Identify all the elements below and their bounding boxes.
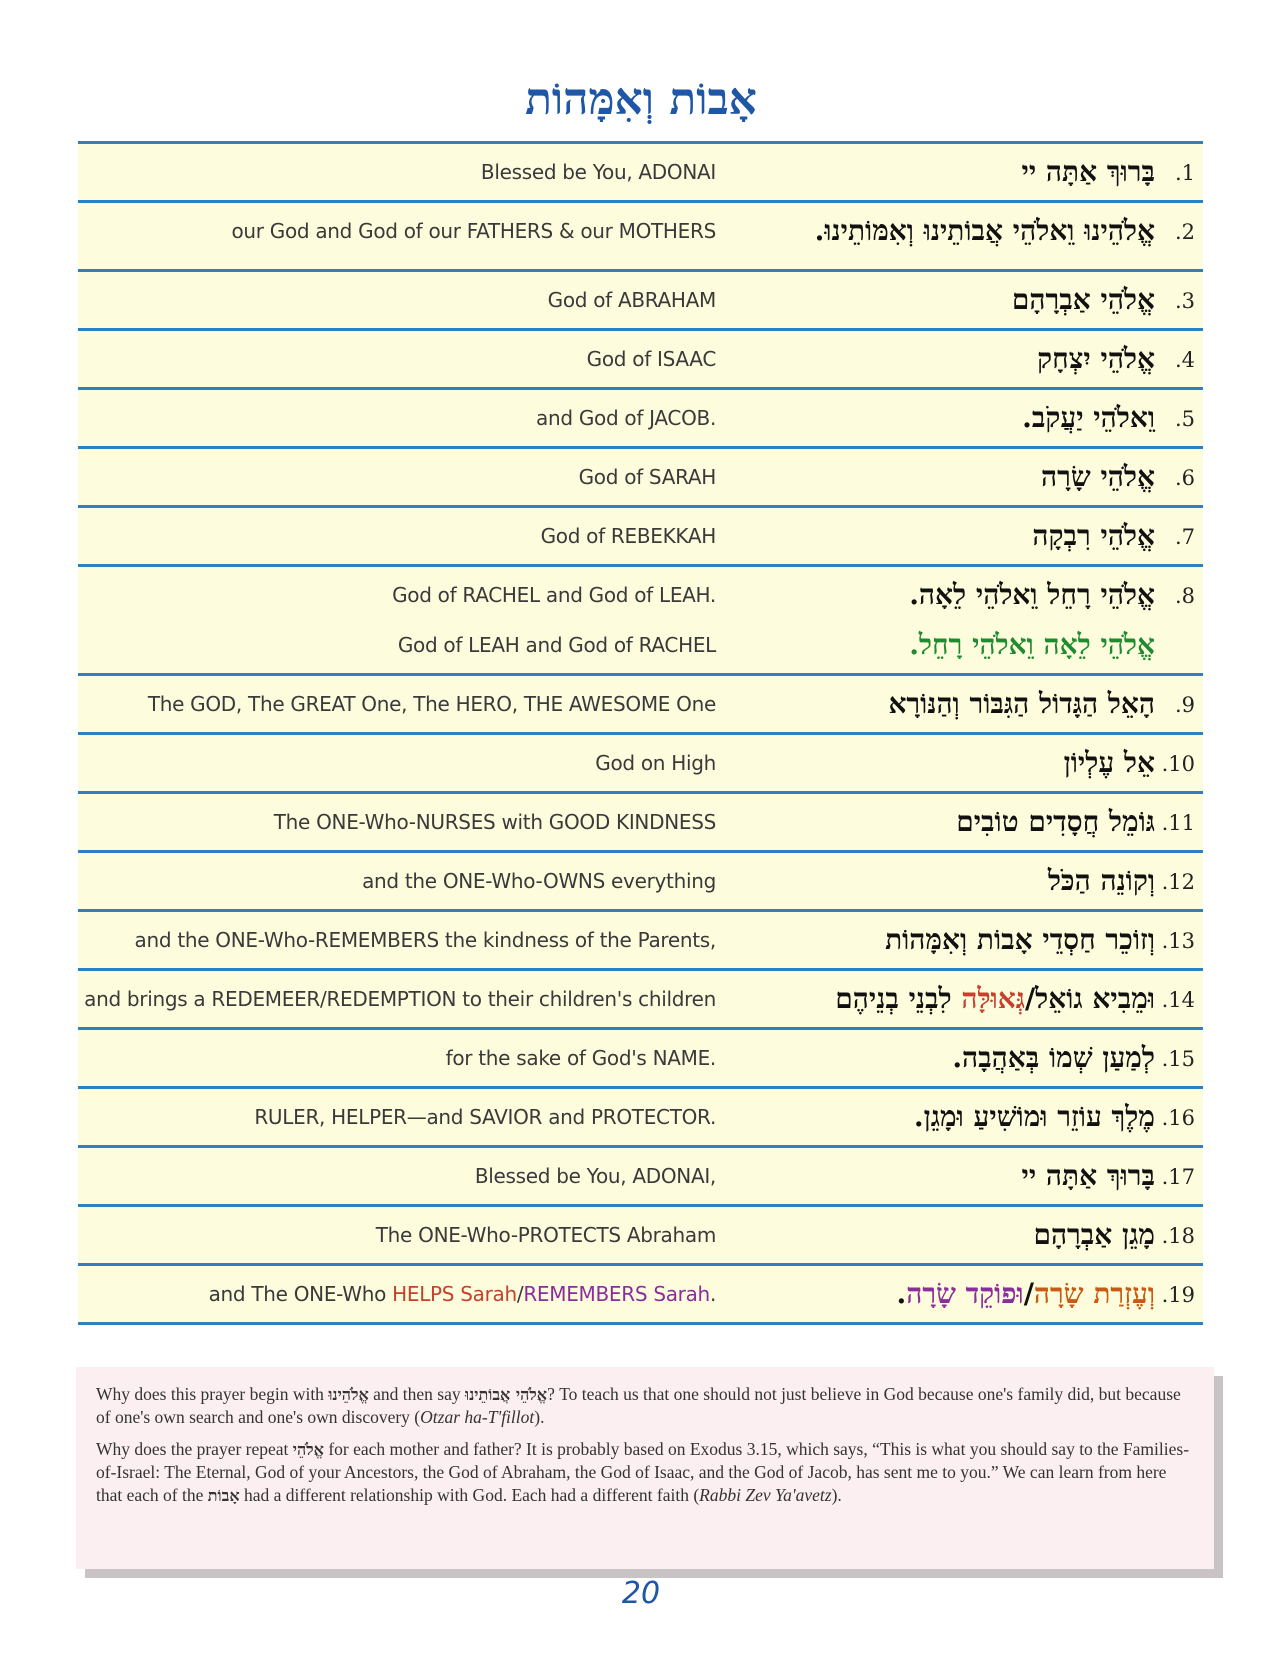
english-line: RULER, HELPER—and SAVIOR and PROTECTOR. bbox=[254, 1105, 716, 1129]
table-row bbox=[78, 567, 1203, 676]
line-number: .19 bbox=[1161, 1283, 1195, 1307]
english-segment: . bbox=[709, 1282, 716, 1306]
note-text: had a different relationship with God. Each had a different faith ( bbox=[239, 1485, 700, 1505]
hebrew-line: וְזוֹכֵר חַסְדֵי אָבוֹת וְאִמָּהוֹת bbox=[885, 923, 1155, 956]
note-text: Why does the prayer repeat bbox=[96, 1439, 293, 1459]
note-hebrew: אֱלֹהֵי אֲבוֹתֵינוּ bbox=[465, 1385, 548, 1404]
english-line: our God and God of our FATHERS & our MOTHERS bbox=[231, 219, 716, 243]
table-row bbox=[78, 971, 1203, 1030]
line-number: .15 bbox=[1161, 1047, 1195, 1071]
english-line: God of RACHEL and God of LEAH. bbox=[392, 583, 716, 607]
english-line: The ONE-Who-NURSES with GOOD KINDNESS bbox=[273, 810, 716, 834]
english-line: God of ABRAHAM bbox=[547, 288, 716, 312]
line-number: .18 bbox=[1161, 1224, 1195, 1248]
hebrew-line bbox=[896, 1266, 1155, 1322]
english-line: Blessed be You, ADONAI, bbox=[474, 1164, 716, 1188]
table-row bbox=[78, 390, 1203, 449]
hebrew-line: מֶלֶךְ עוֹזֵר וּמוֹשִׁיעַ וּמָגֵן. bbox=[913, 1100, 1155, 1133]
hebrew-line bbox=[835, 971, 1155, 1027]
prayer-table bbox=[78, 141, 1203, 1325]
english-line bbox=[209, 1266, 716, 1322]
note-text: ). bbox=[534, 1407, 545, 1427]
english-line: God of SARAH bbox=[578, 465, 716, 489]
line-number: .14 bbox=[1161, 988, 1195, 1012]
hebrew-line: מָגֵן אַבְרָהָם bbox=[1033, 1218, 1155, 1251]
hebrew-segment: וּמֵבִיא גוֹאֵל/ bbox=[1024, 982, 1155, 1015]
table-row bbox=[78, 1089, 1203, 1148]
line-number: .3 bbox=[1174, 289, 1195, 313]
english-line: God of REBEKKAH bbox=[540, 524, 716, 548]
table-row bbox=[78, 449, 1203, 508]
hebrew-segment: . bbox=[896, 1277, 907, 1310]
table-row bbox=[78, 331, 1203, 390]
line-number: .12 bbox=[1161, 870, 1195, 894]
hebrew-segment: / bbox=[1023, 1277, 1034, 1310]
english-line-alt: God of LEAH and God of RACHEL bbox=[397, 633, 716, 657]
hebrew-line: בָּרוּךְ אַתָּה יי bbox=[1021, 155, 1155, 188]
note-text: ). bbox=[831, 1485, 842, 1505]
english-line: and the ONE-Who-REMEMBERS the kindness of the Parents, bbox=[134, 928, 716, 952]
english-line: and the ONE-Who-OWNS everything bbox=[362, 869, 716, 893]
note-source: Rabbi Zev Ya'avetz bbox=[699, 1485, 832, 1505]
hebrew-line: אֱלֹהֵינוּ וֵאלֹהֵי אֲבוֹתֵינוּ וְאִמּוֹתֵינוּ. bbox=[814, 214, 1155, 247]
hebrew-segment: לִבְנֵי בְנֵיהֶם bbox=[835, 982, 962, 1015]
hebrew-line: וְקוֹנֵה הַכֹּל bbox=[1047, 864, 1155, 897]
table-row bbox=[78, 676, 1203, 735]
table-row bbox=[78, 1030, 1203, 1089]
table-row bbox=[78, 1266, 1203, 1325]
english-segment-helps: HELPS Sarah bbox=[392, 1282, 517, 1306]
hebrew-segment-remembers: וּפוֹקֵד שָׂרָה bbox=[906, 1277, 1024, 1310]
english-line: and God of JACOB. bbox=[536, 406, 716, 430]
table-row bbox=[78, 1148, 1203, 1207]
english-line: The GOD, The GREAT One, The HERO, THE AWESOME One bbox=[147, 692, 716, 716]
table-row bbox=[78, 272, 1203, 331]
line-number: .9 bbox=[1174, 693, 1195, 717]
hebrew-line: אֱלֹהֵי אַבְרָהָם bbox=[1011, 283, 1155, 316]
note-source: Otzar ha-T'fillot bbox=[420, 1407, 535, 1427]
line-number: .8 bbox=[1174, 584, 1195, 608]
hebrew-line: אֱלֹהֵי רָחֵל וֵאלֹהֵי לֵאָה. bbox=[909, 578, 1155, 611]
line-number: .2 bbox=[1174, 220, 1195, 244]
line-number: .17 bbox=[1161, 1165, 1195, 1189]
note-text: and then say bbox=[368, 1384, 465, 1404]
line-number: .13 bbox=[1161, 929, 1195, 953]
hebrew-line: הָאֵל הַגָּדוֹל הַגִּבּוֹר וְהַנּוֹרָא bbox=[888, 687, 1155, 720]
line-number: .10 bbox=[1161, 752, 1195, 776]
english-line: God on High bbox=[595, 751, 716, 775]
hebrew-line: אֵל עֶלְיוֹן bbox=[1063, 746, 1155, 779]
english-line: for the sake of God's NAME. bbox=[445, 1046, 716, 1070]
english-segment-remembers: REMEMBERS Sarah bbox=[523, 1282, 710, 1306]
note-text: for each mother and father? It is probably based on Exodus 3.15, which says, “This is what you should say to the Families-of-Israel: The Eternal, God of your Ancestors, the God of Abraham, the God of Isaac, and the God of Jacob, has sent me to you.” We can learn from here that each of the bbox=[96, 1439, 1190, 1505]
line-number: .16 bbox=[1161, 1106, 1195, 1130]
note-hebrew: אֱלֹהֵי bbox=[292, 1440, 324, 1459]
line-number: .6 bbox=[1174, 466, 1195, 490]
line-number: .7 bbox=[1174, 525, 1195, 549]
table-row bbox=[78, 853, 1203, 912]
table-row bbox=[78, 144, 1203, 203]
commentary-box bbox=[76, 1367, 1214, 1569]
table-row bbox=[78, 735, 1203, 794]
note-text: ? To teach us that one should not just believe in God because one's family did, but because of one's own search and one's own discovery ( bbox=[96, 1384, 1181, 1427]
hebrew-segment-helps: וְעֶזְרַת שָׂרָה bbox=[1033, 1277, 1155, 1310]
english-line: Blessed be You, ADONAI bbox=[480, 160, 716, 184]
hebrew-line: גּוֹמֵל חֲסָדִים טוֹבִים bbox=[956, 805, 1155, 838]
line-number: .1 bbox=[1174, 161, 1195, 185]
table-row bbox=[78, 203, 1203, 272]
table-row bbox=[78, 794, 1203, 853]
table-row bbox=[78, 1207, 1203, 1266]
note-hebrew: אָבוֹת bbox=[207, 1486, 240, 1505]
note-hebrew: אֱלֹהֵינוּ bbox=[328, 1385, 369, 1404]
table-row bbox=[78, 912, 1203, 971]
line-number: .4 bbox=[1174, 348, 1195, 372]
line-number: .5 bbox=[1174, 407, 1195, 431]
english-line: The ONE-Who-PROTECTS Abraham bbox=[375, 1223, 716, 1247]
commentary-paragraph bbox=[96, 1438, 1194, 1507]
hebrew-line: לְמַעַן שְׁמוֹ בְּאַהֲבָה. bbox=[952, 1041, 1155, 1074]
english-line: God of ISAAC bbox=[586, 347, 716, 371]
english-segment: and The ONE-Who bbox=[208, 1282, 393, 1306]
page-title: אָבוֹת וְאִמָּהוֹת bbox=[525, 74, 757, 125]
hebrew-line: בָּרוּךְ אַתָּה יי bbox=[1021, 1159, 1155, 1192]
hebrew-line: אֱלֹהֵי יִצְחָק bbox=[1037, 342, 1155, 375]
note-text: Why does this prayer begin with bbox=[96, 1384, 329, 1404]
english-line: and brings a REDEMEER/REDEMPTION to their children's children bbox=[84, 987, 716, 1011]
commentary-paragraph bbox=[96, 1383, 1194, 1429]
hebrew-line: וֵאלֹהֵי יַעֲקֹב. bbox=[1022, 401, 1155, 434]
table-row bbox=[78, 508, 1203, 567]
hebrew-segment-highlight: גְּאוּלָּה bbox=[961, 982, 1025, 1015]
hebrew-line: אֱלֹהֵי שָׂרָה bbox=[1041, 460, 1155, 493]
hebrew-line: אֱלֹהֵי רִבְקָה bbox=[1032, 519, 1155, 552]
page-number: 20 bbox=[621, 1576, 661, 1611]
line-number: .11 bbox=[1161, 811, 1195, 835]
english-segment: / bbox=[516, 1282, 524, 1306]
hebrew-line-alt: אֱלֹהֵי לֵאָה וֵאלֹהֵי רָחֵל. bbox=[909, 628, 1155, 661]
